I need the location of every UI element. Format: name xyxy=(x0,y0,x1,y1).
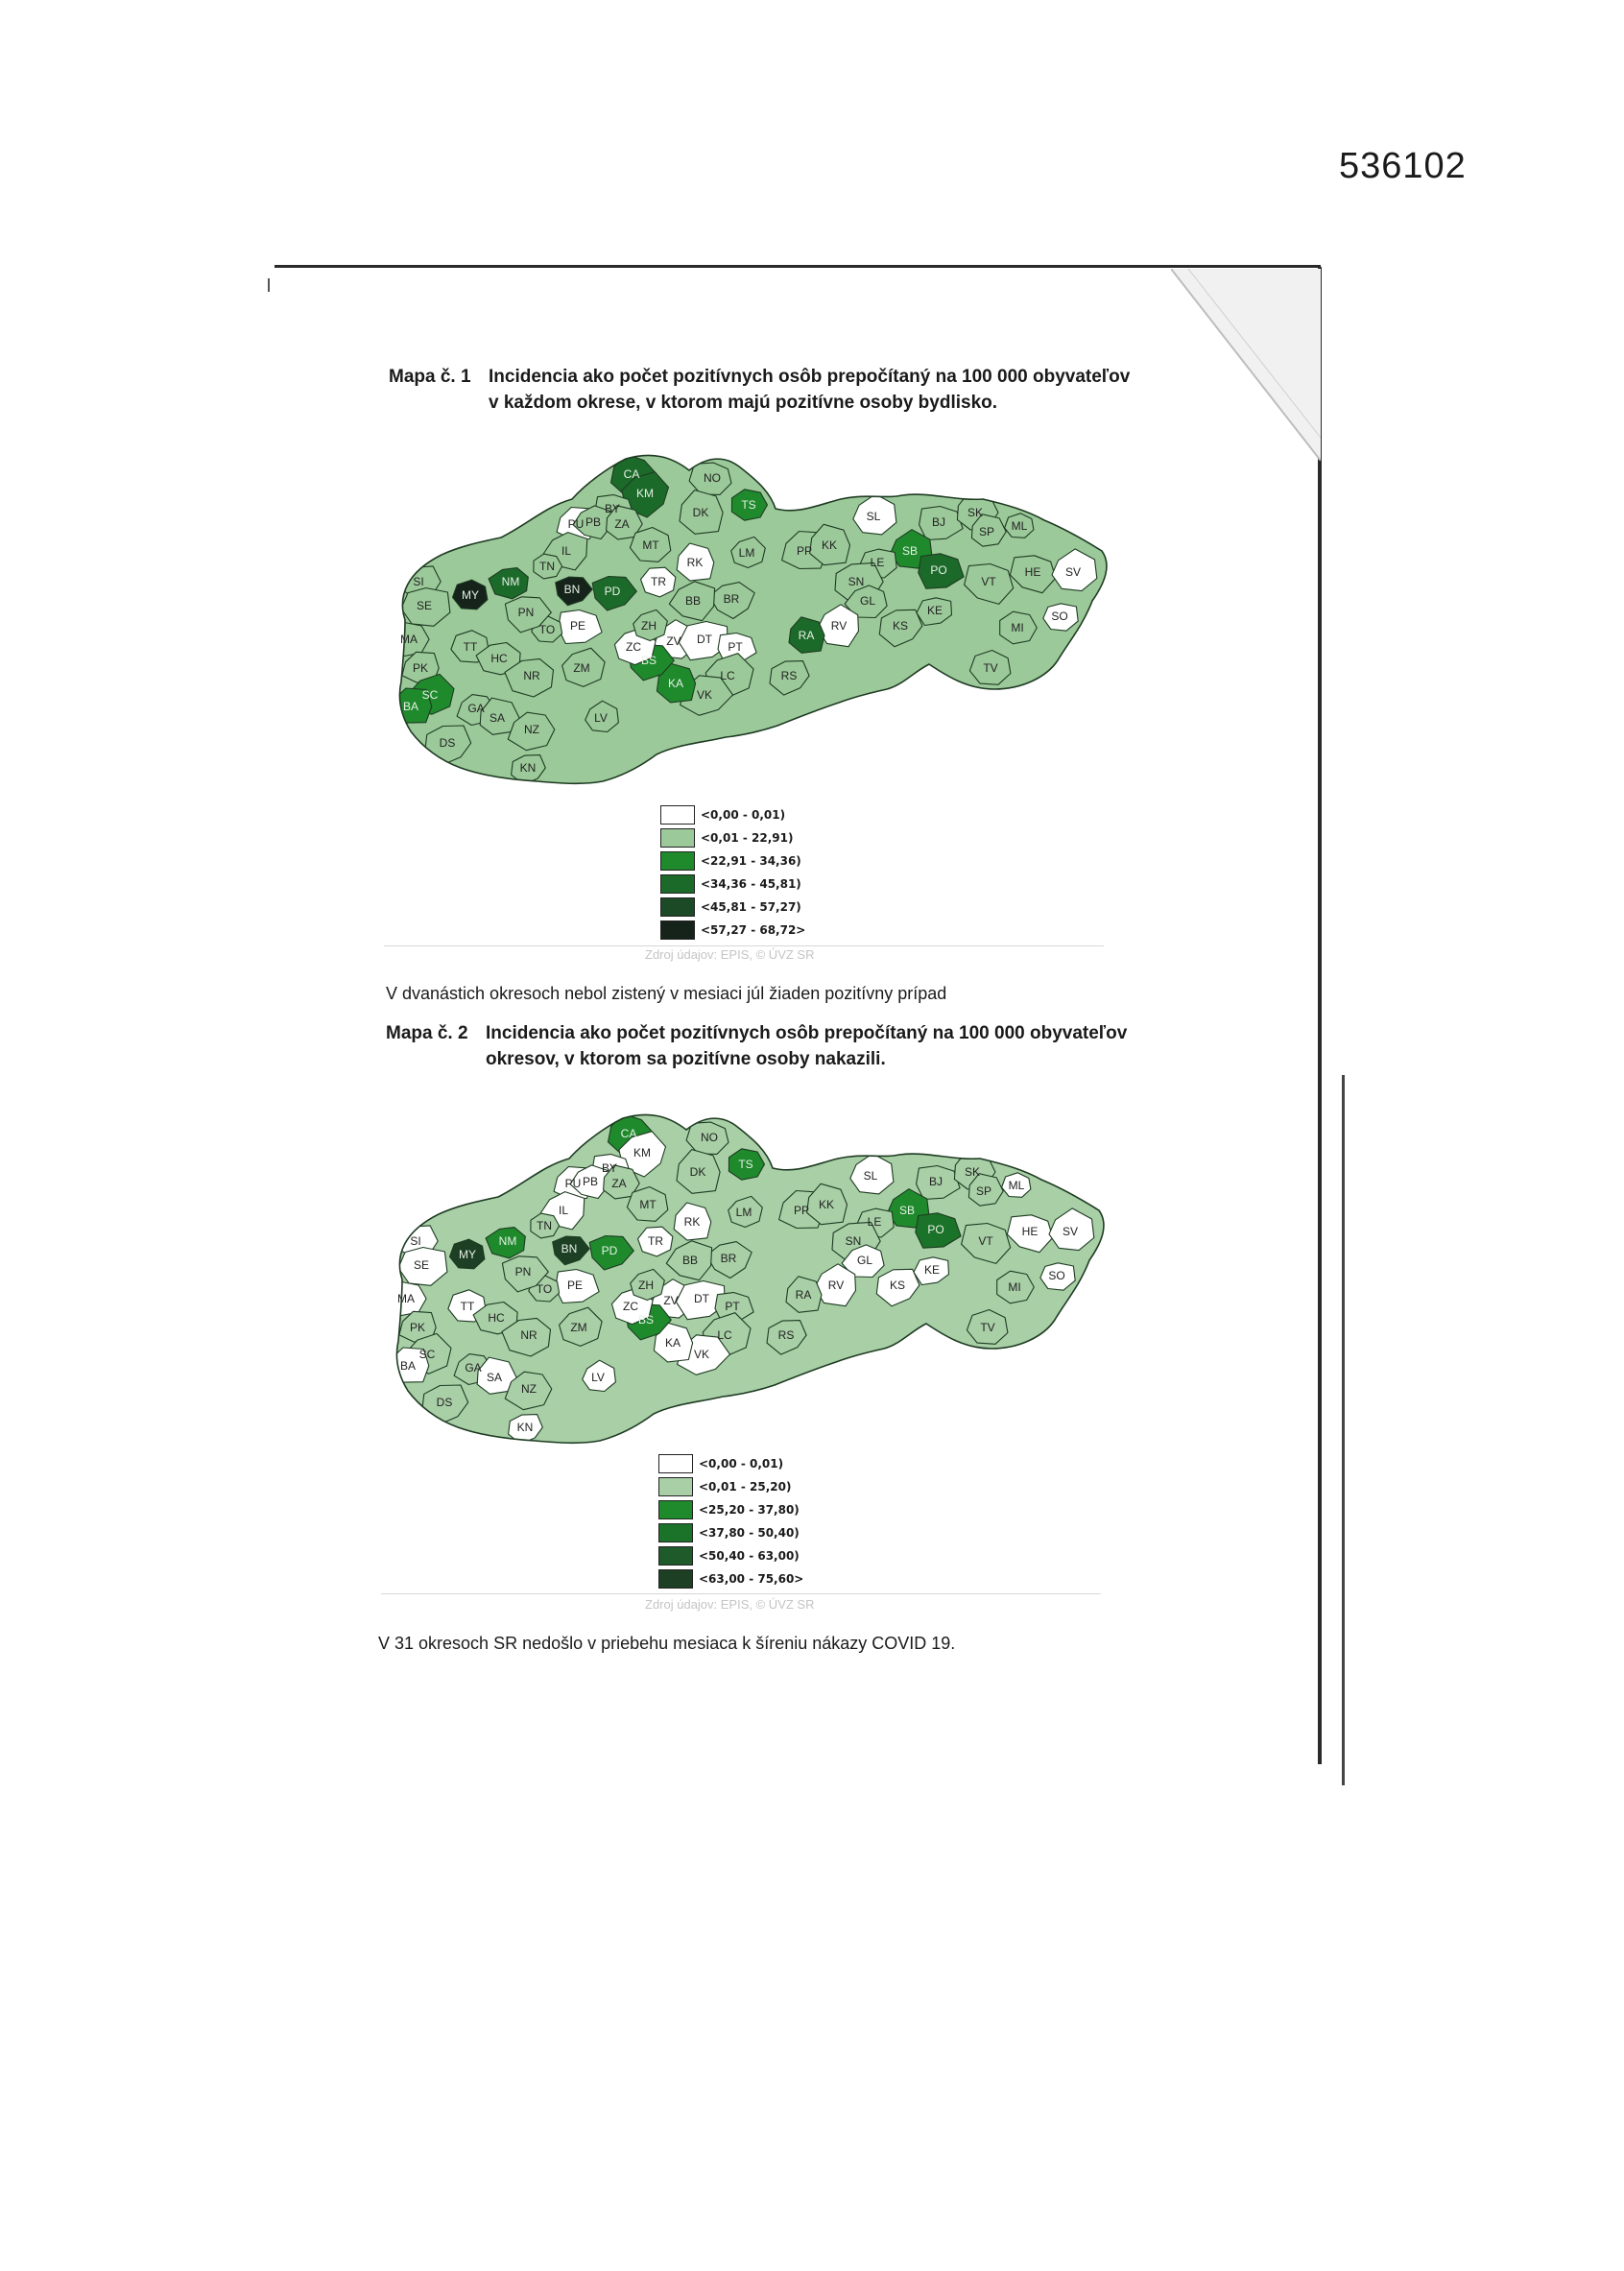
map2-district-label-rv: RV xyxy=(827,1279,845,1292)
map1-district-label-mi: MI xyxy=(1011,621,1024,634)
map2-district-label-le: LE xyxy=(867,1215,882,1229)
map2-legend-item xyxy=(658,1521,803,1544)
map2-legend-label: <63,00 - 75,60> xyxy=(699,1572,804,1586)
map1-district-label-zh: ZH xyxy=(641,619,657,633)
map2-svg xyxy=(381,1097,1111,1457)
map2-district-label-si: SI xyxy=(410,1234,421,1248)
map1-district-label-ts: TS xyxy=(741,498,756,512)
map1-district-label-pn: PN xyxy=(517,606,535,619)
map1-district-label-by: BY xyxy=(604,502,621,515)
map2-district-label-tv: TV xyxy=(980,1321,995,1334)
map2-legend-item xyxy=(658,1544,803,1567)
map1-note: V dvanástich okresoch nebol zistený v mesiaci júl žiaden pozitívny prípad xyxy=(386,984,947,1003)
map1-legend-label: <0,00 - 0,01) xyxy=(701,808,786,822)
map2-district-label-ts: TS xyxy=(738,1158,753,1171)
map1-legend-label: <45,81 - 57,27) xyxy=(701,900,801,914)
map2-district-label-he: HE xyxy=(1021,1225,1039,1238)
map2-district-label-lm: LM xyxy=(735,1206,752,1219)
map2-district-label-se: SE xyxy=(413,1258,430,1272)
map1-legend-swatch xyxy=(660,851,695,871)
map1-district-label-kk: KK xyxy=(821,538,838,552)
scan-edge-right xyxy=(1318,267,1322,1764)
map1-district-label-pk: PK xyxy=(412,661,429,675)
map1-district-label-ke: KE xyxy=(926,604,943,617)
map2-title-line2: okresov, v ktorom sa pozitívne osoby nakazili. xyxy=(486,1049,886,1069)
map2-district-label-pu: PU xyxy=(564,1177,582,1190)
map2-legend-item xyxy=(658,1498,803,1521)
map1-district-label-no: NO xyxy=(704,471,721,485)
map2-title-line1: Incidencia ako počet pozitívnych osôb prepočítaný na 100 000 obyvateľov xyxy=(486,1023,1128,1043)
map1-district-label-rs: RS xyxy=(780,669,798,682)
map2-legend-label: <0,00 - 0,01) xyxy=(699,1457,784,1470)
map2-district-label-nm: NM xyxy=(498,1234,517,1248)
map2-district-label-rk: RK xyxy=(683,1215,701,1229)
map2-legend-label: <37,80 - 50,40) xyxy=(699,1526,800,1540)
map1-district-label-hc: HC xyxy=(490,652,508,665)
map2-district-label-to: TO xyxy=(536,1282,553,1296)
map2-district-label-bs: BS xyxy=(637,1313,655,1327)
map2-district-label-nr: NR xyxy=(520,1328,537,1342)
map2-district-label-ga: GA xyxy=(465,1361,482,1375)
map1-district-label-sn: SN xyxy=(848,575,865,588)
map1-district-label-le: LE xyxy=(870,556,885,569)
map1-title-line1: Incidencia ako počet pozitívnych osôb prepočítaný na 100 000 obyvateľov xyxy=(489,367,1131,387)
map2-district-label-sp: SP xyxy=(975,1184,992,1198)
map2-district-label-zh: ZH xyxy=(638,1279,654,1292)
document-number: 536102 xyxy=(1339,146,1467,186)
map1-district-label-vt: VT xyxy=(981,575,996,588)
map2-district-label-ba: BA xyxy=(399,1359,417,1373)
map1-district-label-nm: NM xyxy=(501,575,520,588)
map1-legend-swatch xyxy=(660,874,695,894)
map1-district-label-ca: CA xyxy=(623,467,640,481)
map2-district-label-vt: VT xyxy=(978,1234,993,1248)
map2-district-label-tt: TT xyxy=(460,1300,475,1313)
map2-district-label-pd: PD xyxy=(601,1244,618,1257)
map1-district-label-ma: MA xyxy=(400,633,418,646)
map1-district-label-sp: SP xyxy=(978,525,995,538)
page-fold-corner xyxy=(1171,269,1321,461)
map2-choropleth xyxy=(381,1097,1111,1457)
map2-legend-swatch xyxy=(658,1523,693,1542)
map1-district-label-il: IL xyxy=(561,544,572,558)
map1-district-label-za: ZA xyxy=(614,517,630,531)
map2-district-label-pt: PT xyxy=(725,1300,740,1313)
map1-legend xyxy=(660,803,805,942)
map1-district-label-lm: LM xyxy=(738,546,755,560)
map2-district-label-za: ZA xyxy=(611,1177,627,1190)
map1-title-line2: v každom okrese, v ktorom majú pozitívne osoby bydlisko. xyxy=(489,393,998,413)
map2-district-label-ma: MA xyxy=(397,1292,415,1305)
map2-district-label-br: BR xyxy=(720,1252,737,1265)
map2-district-label-dt: DT xyxy=(694,1292,709,1305)
map1-district-label-bb: BB xyxy=(684,594,702,608)
map1-legend-item xyxy=(660,849,805,873)
map1-district-label-lc: LC xyxy=(720,669,735,682)
map2-district-label-mi: MI xyxy=(1008,1280,1021,1294)
map2-district-label-zm: ZM xyxy=(570,1321,587,1334)
map2-district-label-sn: SN xyxy=(845,1234,862,1248)
map1-district-label-bj: BJ xyxy=(931,515,946,529)
map1-district-label-zv: ZV xyxy=(666,634,681,648)
map1-legend-swatch xyxy=(660,920,695,940)
map2-district-label-mt: MT xyxy=(639,1198,657,1211)
map2-district-label-rs: RS xyxy=(777,1328,795,1342)
map2-district-label-sa: SA xyxy=(486,1371,503,1384)
map2-legend-label: <0,01 - 25,20) xyxy=(699,1480,792,1494)
map2-district-label-tr: TR xyxy=(648,1234,663,1248)
map1-district-label-to: TO xyxy=(538,623,556,636)
map2-district-label-nz: NZ xyxy=(521,1382,537,1396)
map1-district-label-sv: SV xyxy=(1064,565,1082,579)
map1-title xyxy=(489,364,1180,416)
map2-district-label-ke: KE xyxy=(923,1263,941,1277)
map2-district-label-kk: KK xyxy=(818,1198,835,1211)
map1-district-label-tv: TV xyxy=(983,661,998,675)
map2-district-label-vk: VK xyxy=(693,1348,710,1361)
map1-district-label-se: SE xyxy=(416,599,433,612)
map1-district-label-mt: MT xyxy=(642,538,659,552)
map2-district-label-lc: LC xyxy=(717,1328,732,1342)
map2-legend-label: <25,20 - 37,80) xyxy=(699,1503,800,1517)
map2-district-label-il: IL xyxy=(558,1204,569,1217)
map2-district-label-bj: BJ xyxy=(928,1175,943,1188)
map2-label: Mapa č. 2 xyxy=(386,1023,468,1043)
map1-district-label-gl: GL xyxy=(859,594,876,608)
map1-legend-item xyxy=(660,826,805,849)
map2-district-label-no: NO xyxy=(701,1131,718,1144)
map1-district-label-ra: RA xyxy=(798,629,815,642)
map1-svg xyxy=(384,438,1113,798)
map2-district-label-pn: PN xyxy=(514,1265,532,1279)
map1-district-label-pu: PU xyxy=(567,517,585,531)
map1-district-label-so: SO xyxy=(1051,610,1068,623)
map1-district-label-ml: ML xyxy=(1011,519,1028,533)
map1-district-label-zm: ZM xyxy=(573,661,590,675)
map1-district-label-sc: SC xyxy=(421,688,439,702)
map2-district-label-sc: SC xyxy=(418,1348,436,1361)
map1-district-label-ba: BA xyxy=(402,700,419,713)
map1-district-label-ka: KA xyxy=(667,677,684,690)
map1-heading xyxy=(389,364,1185,421)
map2-source: Zdroj údajov: EPIS, © ÚVZ SR xyxy=(645,1597,815,1612)
map1-district-label-rk: RK xyxy=(686,556,704,569)
map2-district-label-kn: KN xyxy=(516,1421,534,1434)
map2-district-label-gl: GL xyxy=(856,1254,873,1267)
map1-district-label-sa: SA xyxy=(489,711,506,725)
map1-district-label-pe: PE xyxy=(569,619,586,633)
map2-district-label-bn: BN xyxy=(561,1242,578,1255)
map2-district-label-zc: ZC xyxy=(623,1300,638,1313)
map1-legend-label: <0,01 - 22,91) xyxy=(701,831,794,845)
map1-district-label-sb: SB xyxy=(901,544,919,558)
map2-district-label-so: SO xyxy=(1048,1269,1065,1282)
map1-district-label-dk: DK xyxy=(692,506,709,519)
map1-label: Mapa č. 1 xyxy=(389,367,471,387)
map1-legend-item xyxy=(660,919,805,942)
map2-legend-item xyxy=(658,1567,803,1590)
map1-legend-item xyxy=(660,896,805,919)
scan-edge-right-shadow xyxy=(1342,1075,1345,1785)
map2-legend xyxy=(658,1452,803,1590)
map1-district-label-dt: DT xyxy=(697,633,712,646)
map2-legend-swatch xyxy=(658,1569,693,1589)
map2-district-label-dk: DK xyxy=(689,1165,706,1179)
map1-source: Zdroj údajov: EPIS, © ÚVZ SR xyxy=(645,947,815,962)
map1-district-label-sl: SL xyxy=(866,510,881,523)
map1-district-label-br: BR xyxy=(723,592,740,606)
map1-district-label-rv: RV xyxy=(830,619,848,633)
map1-district-label-po: PO xyxy=(930,563,947,577)
map1-district-label-pt: PT xyxy=(728,640,743,654)
map1-district-label-kn: KN xyxy=(519,761,537,775)
map1-district-label-lv: LV xyxy=(594,711,608,725)
map1-legend-item xyxy=(660,803,805,826)
map1-district-label-my: MY xyxy=(462,588,479,602)
map2-district-label-by: BY xyxy=(601,1161,618,1175)
map2-note: V 31 okresoch SR nedošlo v priebehu mesiaca k šíreniu nákazy COVID 19. xyxy=(378,1634,956,1653)
map1-district-label-nr: NR xyxy=(523,669,540,682)
map1-district-label-he: HE xyxy=(1024,565,1041,579)
map1-legend-swatch xyxy=(660,897,695,917)
map1-choropleth xyxy=(384,438,1113,798)
map1-district-label-tt: TT xyxy=(463,640,478,654)
map2-district-label-po: PO xyxy=(927,1223,944,1236)
map2-legend-label: <50,40 - 63,00) xyxy=(699,1549,800,1563)
map1-district-label-tr: TR xyxy=(651,575,666,588)
map2-district-label-sk: SK xyxy=(964,1165,981,1179)
map2-legend-swatch xyxy=(658,1477,693,1496)
map1-district-label-ga: GA xyxy=(467,702,485,715)
map1-legend-swatch xyxy=(660,805,695,825)
map2-legend-item xyxy=(658,1475,803,1498)
map2-district-label-my: MY xyxy=(459,1248,476,1261)
map2-district-label-pk: PK xyxy=(409,1321,426,1334)
map1-district-label-ds: DS xyxy=(439,736,456,750)
map2-legend-item xyxy=(658,1452,803,1475)
map2-district-label-sv: SV xyxy=(1062,1225,1079,1238)
map2-district-label-hc: HC xyxy=(488,1311,505,1325)
map2-legend-swatch xyxy=(658,1500,693,1519)
map1-legend-label: <22,91 - 34,36) xyxy=(701,854,801,868)
map1-district-label-vk: VK xyxy=(696,688,713,702)
map1-legend-label: <34,36 - 45,81) xyxy=(701,877,801,891)
map1-district-label-bn: BN xyxy=(563,583,581,596)
map1-legend-swatch xyxy=(660,828,695,848)
scan-edge-top xyxy=(275,265,1321,268)
map1-district-label-km: KM xyxy=(636,487,654,500)
map1-district-label-tn: TN xyxy=(539,560,555,573)
map2-district-label-pp: PP xyxy=(793,1204,810,1217)
map2-district-label-ka: KA xyxy=(664,1336,681,1350)
map1-district-label-pd: PD xyxy=(604,585,621,598)
map2-district-label-km: KM xyxy=(633,1146,651,1159)
map1-legend-item xyxy=(660,873,805,896)
map2-district-label-ca: CA xyxy=(620,1127,637,1140)
map1-district-label-nz: NZ xyxy=(524,723,539,736)
map2-district-label-ml: ML xyxy=(1008,1179,1025,1192)
map2-legend-swatch xyxy=(658,1546,693,1566)
map2-district-label-ks: KS xyxy=(889,1279,906,1292)
map1-divider xyxy=(384,945,1104,946)
map2-district-label-ra: RA xyxy=(795,1288,812,1302)
map2-divider xyxy=(381,1593,1101,1594)
map1-district-label-sk: SK xyxy=(967,506,984,519)
map1-district-label-pp: PP xyxy=(796,544,813,558)
map2-title xyxy=(486,1020,1177,1072)
map2-district-label-sl: SL xyxy=(863,1169,878,1183)
map2-heading xyxy=(386,1020,1182,1078)
map1-legend-label: <57,27 - 68,72> xyxy=(701,923,806,937)
map2-district-label-tn: TN xyxy=(537,1219,552,1232)
map2-legend-swatch xyxy=(658,1454,693,1473)
map2-district-label-sb: SB xyxy=(898,1204,916,1217)
map2-district-label-pe: PE xyxy=(566,1279,584,1292)
map2-district-label-lv: LV xyxy=(591,1371,605,1384)
map1-district-label-zc: ZC xyxy=(626,640,641,654)
scan-mark xyxy=(268,278,270,292)
map2-district-label-ds: DS xyxy=(436,1396,453,1409)
map2-district-label-bb: BB xyxy=(681,1254,699,1267)
map1-district-label-bs: BS xyxy=(640,654,657,667)
map1-district-label-pb: PB xyxy=(585,515,602,529)
map2-district-label-zv: ZV xyxy=(663,1294,679,1307)
map1-district-label-ks: KS xyxy=(892,619,909,633)
map1-district-label-si: SI xyxy=(413,575,424,588)
map2-district-label-pb: PB xyxy=(582,1175,599,1188)
